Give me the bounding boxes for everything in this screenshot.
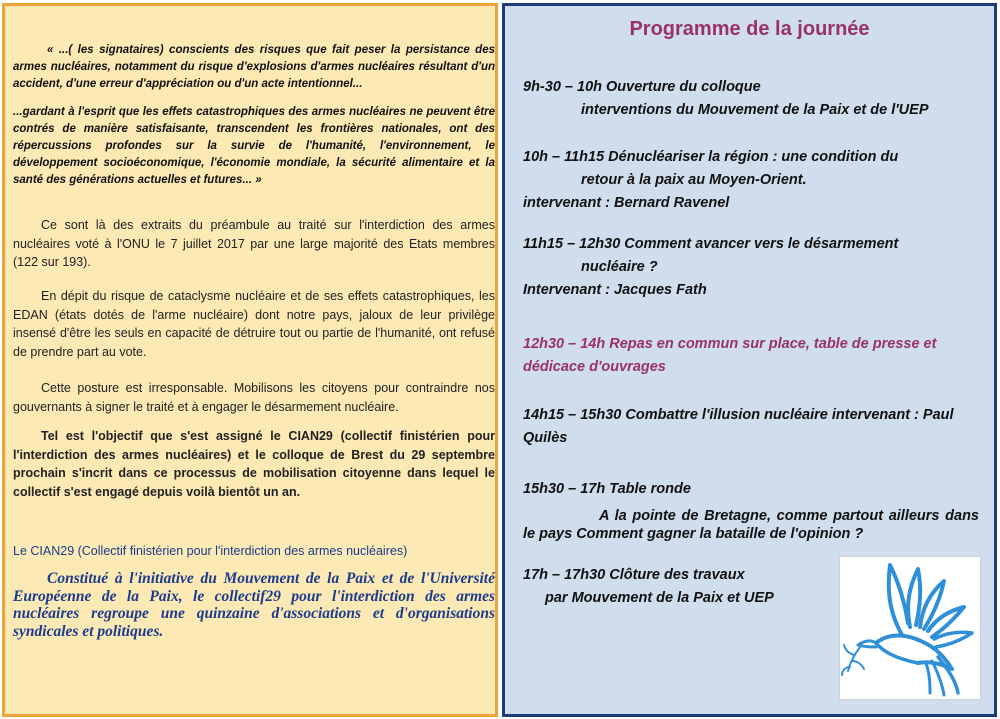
programme-item-disarmament xyxy=(523,233,979,302)
programme-item-round-table xyxy=(523,478,979,543)
programme-item-denuclearize xyxy=(523,146,979,215)
programme-item-illusion xyxy=(523,404,979,450)
item-time-title: 14h15 – 15h30 Combattre l'illusion nucléaire xyxy=(523,407,828,423)
item-speaker: intervenant : Paul Quilès xyxy=(523,407,954,446)
item-detail: par Mouvement de la Paix et UEP xyxy=(545,590,774,606)
item-detail: retour à la paix au Moyen-Orient. xyxy=(581,172,807,188)
item-detail: A la pointe de Bretagne, comme partout ailleurs dans le pays Comment gagner la bataille de l'opinion ? xyxy=(523,508,979,542)
item-speaker: intervenant : Bernard Ravenel xyxy=(523,195,730,211)
treaty-quote-2: ...gardant à l'esprit que les effets catastrophiques des armes nucléaires ne peuvent être contrés de manière satisfaisante, transcendent les frontières nationales, ont des répercussions profondes sur la survie de l'humanité, l'environnement, le développement socioéconomique, l'économie mondiale, la sécurité alimentaire et la santé des générations actuelles et futures... » xyxy=(13,106,495,186)
item-speaker: Intervenant : Jacques Fath xyxy=(523,282,707,298)
item-time-title: 17h – 17h30 Clôture des travaux xyxy=(523,567,745,583)
cian29-description: Constitué à l'initiative du Mouvement de la Paix et de l'Université Européenne de la Paix, le collectif29 pour l'interdiction des armes nucléaires regroupe une quinzaine d'associations et d'organisations syndicales et politiques. xyxy=(13,570,495,640)
item-detail: interventions du Mouvement de la Paix et de l'UEP xyxy=(581,102,929,118)
dove-with-olive-branch-icon xyxy=(840,557,980,699)
posture-paragraph: Cette posture est irresponsable. Mobilisons les citoyens pour contraindre nos gouvernants à signer le traité et à engager le désarmement nucléaire. xyxy=(13,381,495,414)
programme-item-lunch xyxy=(523,333,979,379)
item-time-title: 11h15 – 12h30 Comment avancer vers le désarmement xyxy=(523,236,899,252)
treaty-quote-1: « ...( les signataires) conscients des risques que fait peser la persistance des armes nucléaires, notamment du risque d'explosions d'armes nucléaires résultant d'un accident, d'une erreur d'appréciation ou d'un acte intentionnel... xyxy=(13,44,495,90)
objective-paragraph: Tel est l'objectif que s'est assigné le CIAN29 (collectif finistérien pour l'interdiction des armes nucléaires) et le colloque de Brest du 29 septembre prochain s'incrit dans ce processus de mobilisation citoyenne dans lequel le collectif s'est engagé depuis voilà bientôt un an. xyxy=(13,429,495,499)
item-time-title: 15h30 – 17h Table ronde xyxy=(523,481,691,497)
item-time-title: 12h30 – 14h Repas en commun sur place, table de presse et dédicace d'ouvrages xyxy=(523,336,937,375)
cian29-heading: Le CIAN29 (Collectif finistérien pour l'interdiction des armes nucléaires) xyxy=(13,544,408,558)
item-time-title: 10h – 11h15 Dénucléariser la région : une condition du xyxy=(523,149,899,165)
item-time-title: 9h-30 – 10h Ouverture du colloque xyxy=(523,79,761,95)
item-detail: nucléaire ? xyxy=(581,259,658,275)
intro-paragraph: Ce sont là des extraits du préambule au traité sur l'interdiction des armes nucléaires voté à l'ONU le 7 juillet 2017 par une large majorité des Etats membres (122 sur 193). xyxy=(13,218,495,269)
dove-image xyxy=(839,556,981,700)
edan-paragraph: En dépit du risque de cataclysme nucléaire et de ses effets catastrophiques, les EDAN (états dotés de l'arme nucléaire) dont notre pays, jaloux de leur privilège insensé d'être les seuls en capacité de détruire tout ou partie de l'humanité, ont refusé de prendre part au vote. xyxy=(13,289,495,359)
right-panel xyxy=(502,3,997,717)
left-panel xyxy=(2,3,498,717)
programme-item-opening xyxy=(523,76,979,122)
programme-item-closing xyxy=(523,564,833,610)
programme-title: Programme de la journée xyxy=(629,18,870,40)
